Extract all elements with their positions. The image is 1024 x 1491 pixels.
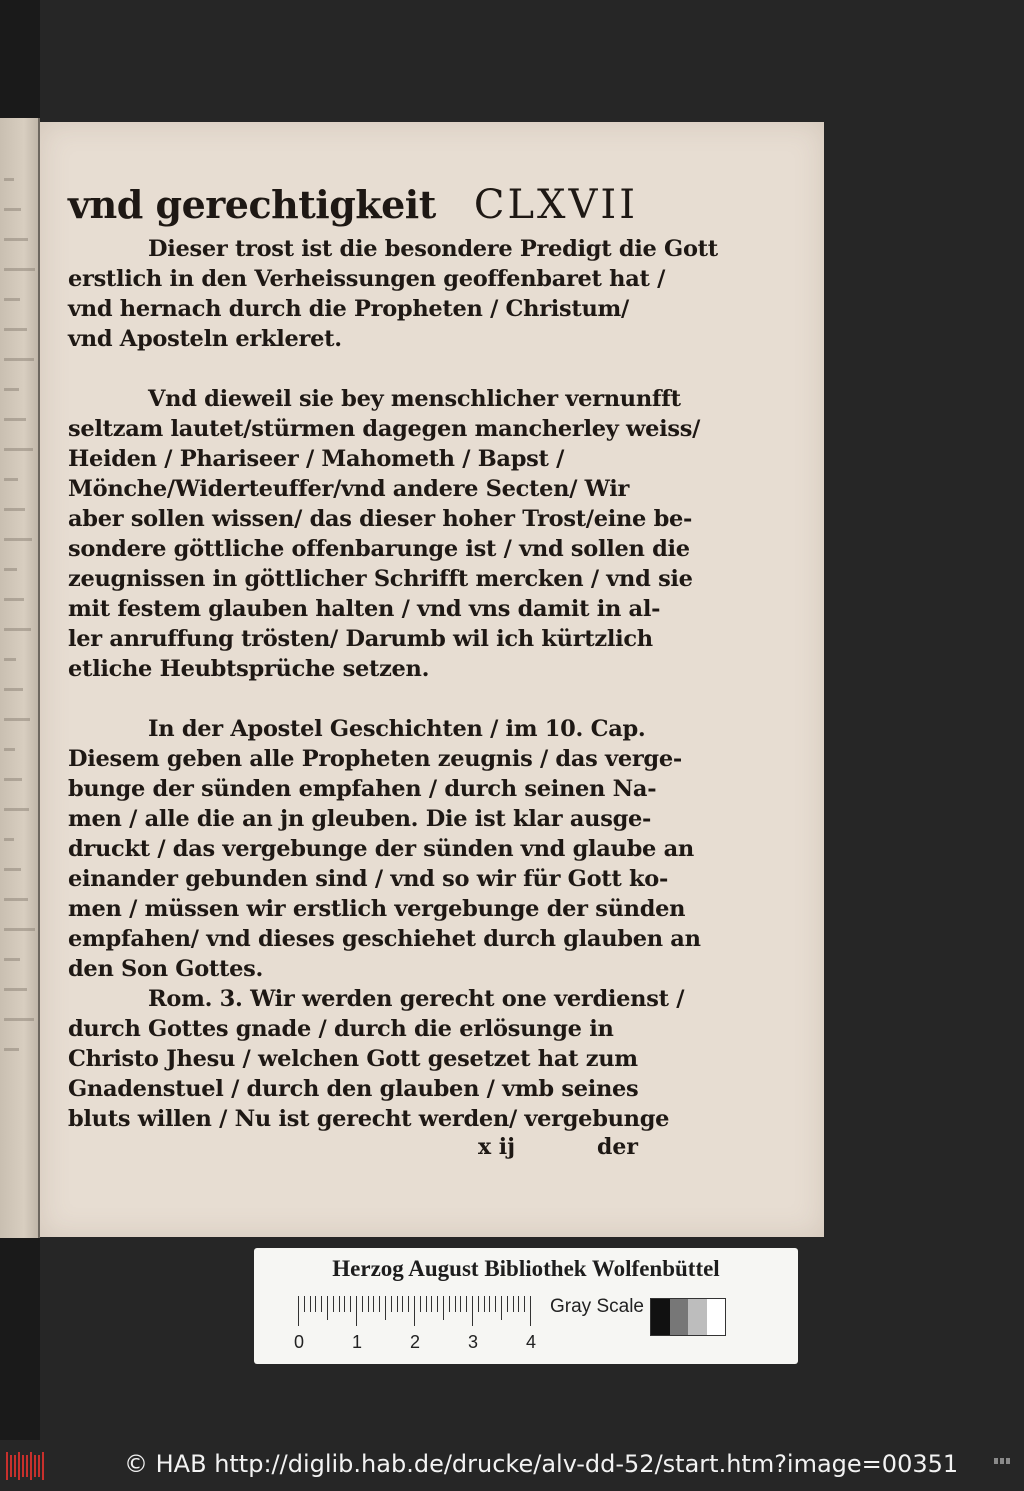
ruler-tick bbox=[298, 1296, 299, 1326]
text-line: sondere göttliche offenbarunge ist / vnd sollen die bbox=[68, 536, 690, 562]
text-line: Vnd dieweil sie bey menschlicher vernunfft bbox=[148, 386, 681, 412]
bleed-through-mark bbox=[4, 178, 14, 181]
ruler-tick bbox=[379, 1296, 380, 1312]
bleed-through-mark bbox=[4, 268, 35, 271]
text-line: aber sollen wissen/ das dieser hoher Trost/eine be- bbox=[68, 506, 693, 532]
ruler-tick bbox=[489, 1296, 490, 1312]
text-line: Christo Jhesu / welchen Gott gesetzet hat zum bbox=[68, 1046, 638, 1072]
text-line: bluts willen / Nu ist gerecht werden/ vergebunge bbox=[68, 1106, 670, 1132]
ruler-tick bbox=[344, 1296, 345, 1312]
bleed-through-mark bbox=[4, 958, 20, 961]
text-line: etliche Heubtsprüche setzen. bbox=[68, 656, 430, 682]
text-line: bunge der sünden empfahen / durch seinen Na- bbox=[68, 776, 657, 802]
ruler-label: 3 bbox=[468, 1332, 479, 1352]
ruler-tick bbox=[501, 1296, 502, 1320]
text-line: druckt / das vergebunge der sünden vnd glaube an bbox=[68, 836, 694, 862]
text-line: Rom. 3. Wir werden gerecht one verdienst / bbox=[148, 986, 685, 1012]
bleed-through-mark bbox=[4, 418, 26, 421]
ruler-tick bbox=[478, 1296, 479, 1312]
previous-page-edge bbox=[0, 118, 40, 1238]
copyright-url: © HAB http://diglib.hab.de/drucke/alv-dd-52/start.htm?image=00351 bbox=[124, 1450, 959, 1478]
page-text bbox=[68, 182, 718, 1164]
ruler-tick bbox=[455, 1296, 456, 1312]
ruler-tick bbox=[414, 1296, 415, 1326]
bleed-through-mark bbox=[4, 208, 21, 211]
ruler-tick bbox=[339, 1296, 340, 1312]
bleed-through-mark bbox=[4, 478, 18, 481]
bleed-through-mark bbox=[4, 538, 32, 541]
ruler-tick bbox=[327, 1296, 328, 1320]
bleed-through-mark bbox=[4, 928, 35, 931]
text-line: durch Gottes gnade / durch die erlösunge in bbox=[68, 1016, 614, 1042]
bleed-through-mark bbox=[4, 388, 19, 391]
bleed-through-mark bbox=[4, 448, 33, 451]
ruler-tick bbox=[484, 1296, 485, 1312]
ruler-tick bbox=[397, 1296, 398, 1312]
text-line: Dieser trost ist die besondere Predigt die Gott bbox=[148, 236, 718, 262]
bleed-through-mark bbox=[4, 808, 29, 811]
ruler-tick bbox=[408, 1296, 409, 1312]
ruler-tick bbox=[391, 1296, 392, 1312]
bleed-through-mark bbox=[4, 658, 16, 661]
folio-number: CLXVII bbox=[473, 182, 638, 228]
text-line: men / alle die an jn gleuben. Die ist klar ausge- bbox=[68, 806, 652, 832]
ruler-tick bbox=[530, 1296, 531, 1326]
ruler-tick bbox=[472, 1296, 473, 1326]
ruler-tick bbox=[362, 1296, 363, 1312]
gray-scale-label: Gray Scale bbox=[550, 1296, 644, 1317]
gray-swatch bbox=[670, 1299, 689, 1335]
ruler-tick bbox=[321, 1296, 322, 1312]
footer-bar bbox=[0, 1440, 1024, 1491]
ruler-label: 0 bbox=[294, 1332, 305, 1352]
running-head-title: vnd gerechtigkeit bbox=[68, 182, 436, 227]
text-line: ler anruffung trösten/ Darumb wil ich kürtzlich bbox=[68, 626, 653, 652]
page-indicator-icon bbox=[994, 1458, 1010, 1464]
text-line: seltzam lautet/stürmen dagegen mancherley weiss/ bbox=[68, 416, 701, 442]
text-line: vnd hernach durch die Propheten / Christum/ bbox=[68, 296, 629, 322]
text-line: zeugnissen in göttlicher Schrifft mercken / vnd sie bbox=[68, 566, 693, 592]
ruler-tick bbox=[333, 1296, 334, 1312]
gray-swatch bbox=[688, 1299, 707, 1335]
text-line: einander gebunden sind / vnd so wir für Gott ko- bbox=[68, 866, 669, 892]
bleed-through-mark bbox=[4, 628, 31, 631]
text-body bbox=[68, 234, 718, 1134]
bleed-through-mark bbox=[4, 718, 30, 721]
bleed-through-mark bbox=[4, 1018, 34, 1021]
running-head bbox=[68, 182, 638, 228]
text-line: men / müssen wir erstlich vergebunge der sünden bbox=[68, 896, 686, 922]
ruler-tick bbox=[495, 1296, 496, 1312]
ruler-tick bbox=[426, 1296, 427, 1312]
ruler-tick bbox=[449, 1296, 450, 1312]
ruler-label: 2 bbox=[410, 1332, 421, 1352]
ruler-tick bbox=[431, 1296, 432, 1312]
bleed-through-mark bbox=[4, 508, 25, 511]
bleed-through-mark bbox=[4, 898, 28, 901]
text-line: Gnadenstuel / durch den glauben / vmb seines bbox=[68, 1076, 639, 1102]
text-line: In der Apostel Geschichten / im 10. Cap. bbox=[148, 716, 646, 742]
paragraph-gap bbox=[68, 354, 638, 384]
bleed-through-mark bbox=[4, 688, 23, 691]
text-line: mit festem glauben halten / vnd vns damit in al- bbox=[68, 596, 661, 622]
text-line: Diesem geben alle Propheten zeugnis / das verge- bbox=[68, 746, 682, 772]
bleed-through-mark bbox=[4, 778, 22, 781]
text-line: erstlich in den Verheissungen geoffenbaret hat / bbox=[68, 266, 666, 292]
bleed-through-mark bbox=[4, 598, 24, 601]
ruler-tick bbox=[507, 1296, 508, 1312]
ruler-tick bbox=[310, 1296, 311, 1312]
catchword: der bbox=[597, 1134, 638, 1160]
bleed-through-mark bbox=[4, 838, 14, 841]
bleed-through-mark bbox=[4, 988, 27, 991]
hab-logo-icon bbox=[6, 1452, 46, 1480]
ruler-tick bbox=[466, 1296, 467, 1312]
color-calibration-card bbox=[254, 1248, 798, 1364]
text-line: Mönche/Widerteuffer/vnd andere Secten/ Wir bbox=[68, 476, 630, 502]
ruler-tick bbox=[513, 1296, 514, 1312]
bleed-through-mark bbox=[4, 748, 15, 751]
ruler-tick bbox=[437, 1296, 438, 1312]
ruler-tick bbox=[443, 1296, 444, 1320]
ruler-tick bbox=[460, 1296, 461, 1312]
bleed-through-mark bbox=[4, 328, 27, 331]
bleed-through-mark bbox=[4, 1048, 19, 1051]
ruler-label: 4 bbox=[526, 1332, 537, 1352]
bleed-through-mark bbox=[4, 298, 20, 301]
ruler-tick bbox=[356, 1296, 357, 1326]
book-page bbox=[40, 122, 824, 1237]
text-line: den Son Gottes. bbox=[68, 956, 264, 982]
ruler-tick bbox=[420, 1296, 421, 1312]
text-line: empfahen/ vnd dieses geschiehet durch glauben an bbox=[68, 926, 701, 952]
ruler-tick bbox=[385, 1296, 386, 1320]
bleed-through-mark bbox=[4, 568, 17, 571]
ruler-tick bbox=[402, 1296, 403, 1312]
ruler-tick bbox=[315, 1296, 316, 1312]
ruler-tick bbox=[304, 1296, 305, 1312]
ruler-tick bbox=[373, 1296, 374, 1312]
scale-ruler bbox=[298, 1296, 538, 1326]
bleed-through-mark bbox=[4, 868, 21, 871]
text-line: Heiden / Phariseer / Mahometh / Bapst / bbox=[68, 446, 565, 472]
ruler-tick bbox=[368, 1296, 369, 1312]
signature-mark: x ij bbox=[478, 1134, 516, 1160]
ruler-tick bbox=[350, 1296, 351, 1312]
ruler-tick bbox=[524, 1296, 525, 1312]
ruler-label: 1 bbox=[352, 1332, 363, 1352]
text-line: vnd Aposteln erkleret. bbox=[68, 326, 342, 352]
bleed-through-mark bbox=[4, 358, 34, 361]
gray-scale-swatches bbox=[650, 1298, 726, 1336]
ruler-tick bbox=[518, 1296, 519, 1312]
paragraph-gap bbox=[68, 684, 638, 714]
library-name: Herzog August Bibliothek Wolfenbüttel bbox=[332, 1256, 720, 1281]
signature-row bbox=[68, 1134, 638, 1164]
bleed-through-mark bbox=[4, 238, 28, 241]
gray-swatch bbox=[707, 1299, 726, 1335]
gray-swatch bbox=[651, 1299, 670, 1335]
